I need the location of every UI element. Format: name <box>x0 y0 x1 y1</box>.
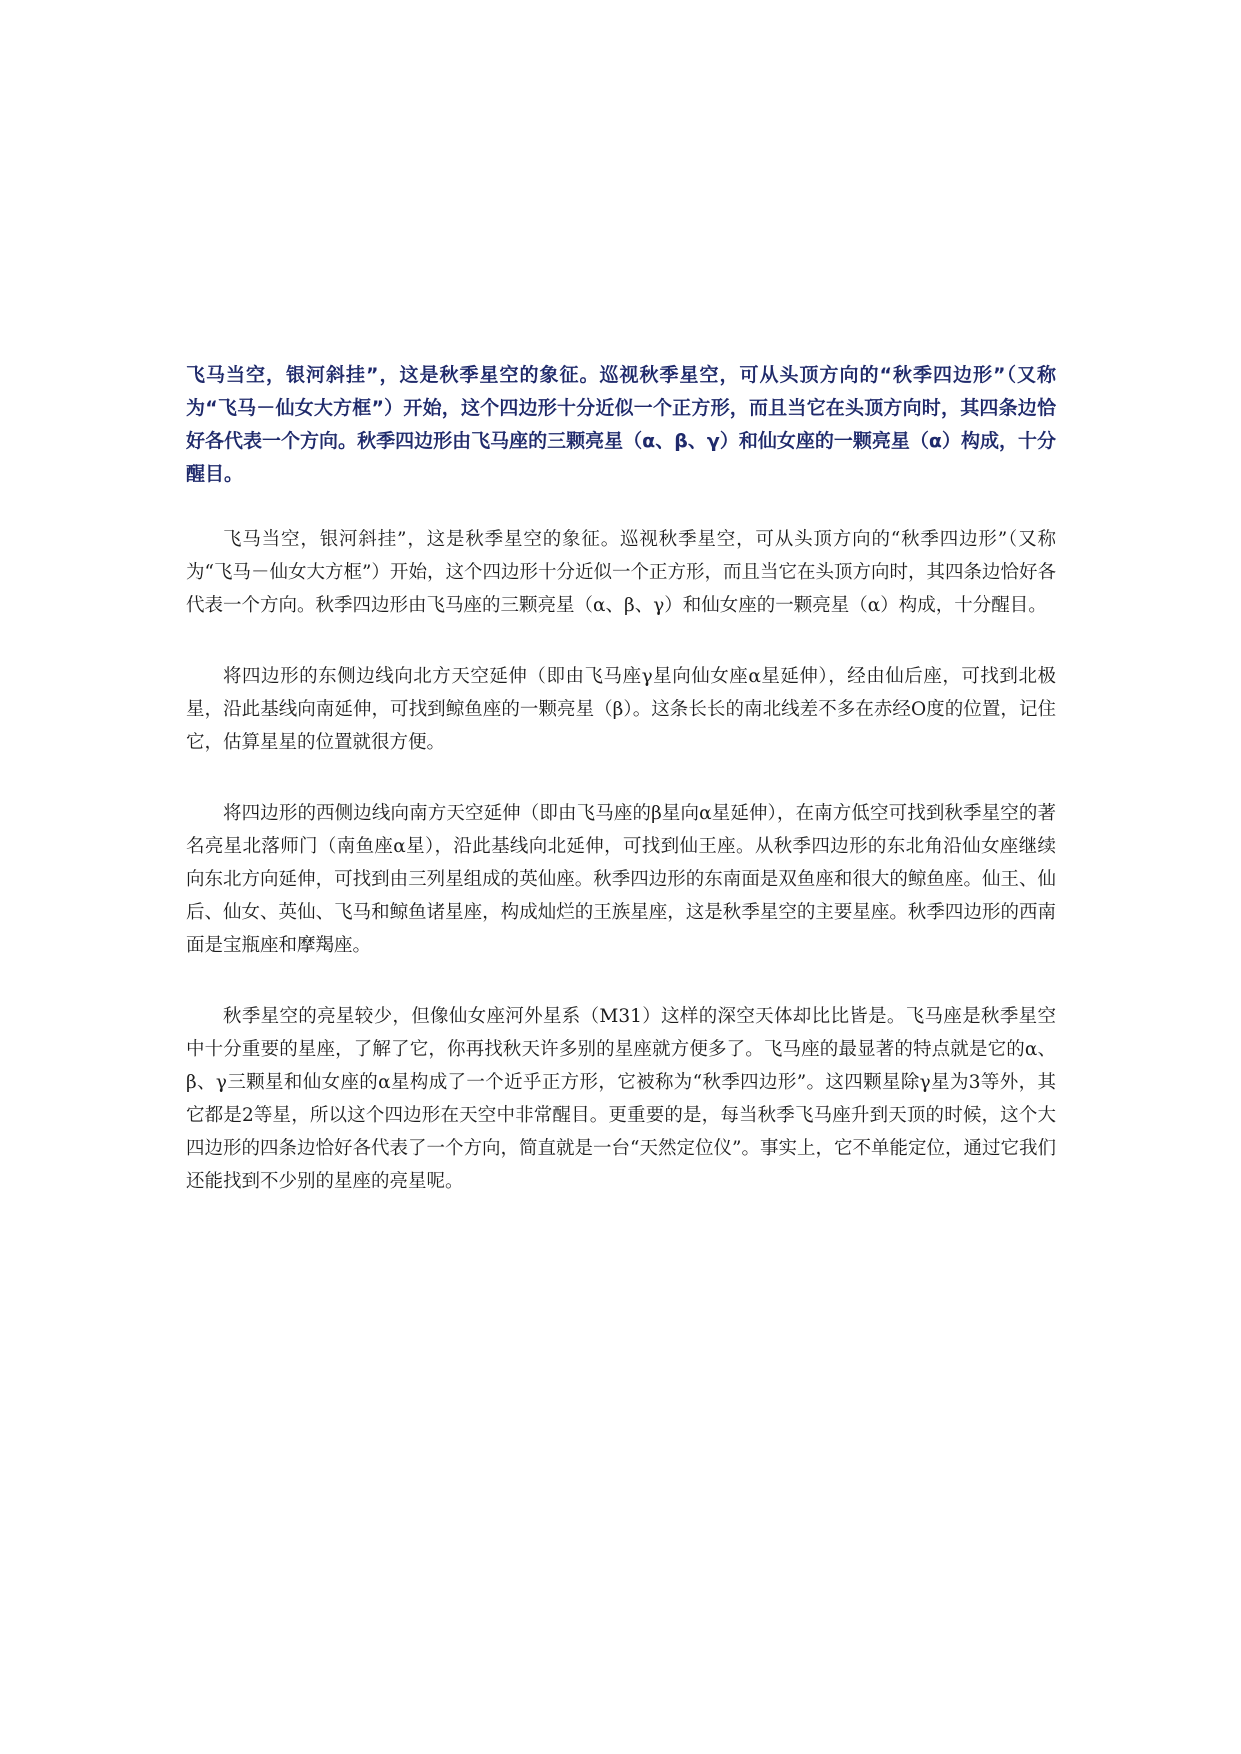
body-paragraph-3: 将四边形的西侧边线向南方天空延伸（即由飞马座的β星向α星延伸），在南方低空可找到秋季星空的著名亮星北落师门（南鱼座α星），沿此基线向北延伸，可找到仙王座。从秋季四边形的东北角沿仙女座继续向东北方向延伸，可找到由三列星组成的英仙座。秋季四边形的东南面是双鱼座和很大的鲸鱼座。仙王、仙后、仙女、英仙、飞马和鲸鱼诸星座，构成灿烂的王族星座，这是秋季星空的主要星座。秋季四边形的西南面是宝瓶座和摩羯座。 <box>186 803 1056 956</box>
body-paragraph-1: 飞马当空，银河斜挂”，这是秋季星空的象征。巡视秋季星空，可从头顶方向的“秋季四边形”（又称为“飞马－仙女大方框”）开始，这个四边形十分近似一个正方形，而且当它在头顶方向时，其四条边恰好各代表一个方向。秋季四边形由飞马座的三颗亮星（α、β、γ）和仙女座的一颗亮星（α）构成，十分醒目。 <box>186 529 1056 616</box>
body-paragraph-2: 将四边形的东侧边线向北方天空延伸（即由飞马座γ星向仙女座α星延伸），经由仙后座，可找到北极星，沿此基线向南延伸，可找到鲸鱼座的一颗亮星（β）。这条长长的南北线差不多在赤经O度的位置，记住它，估算星星的位置就很方便。 <box>186 666 1056 753</box>
body-paragraph-4: 秋季星空的亮星较少，但像仙女座河外星系（M31）这样的深空天体却比比皆是。飞马座是秋季星空中十分重要的星座，了解了它，你再找秋天许多别的星座就方便多了。飞马座的最显著的特点就是它的α、β、γ三颗星和仙女座的α星构成了一个近乎正方形，它被称为“秋季四边形”。这四颗星除γ星为3等外，其它都是2等星，所以这个四边形在天空中非常醒目。更重要的是，每当秋季飞马座升到天顶的时候，这个大四边形的四条边恰好各代表了一个方向，简直就是一台“天然定位仪”。事实上，它不单能定位，通过它我们还能找到不少别的星座的亮星呢。 <box>186 1006 1056 1192</box>
document-page <box>186 359 1056 1236</box>
intro-paragraph: 飞马当空，银河斜挂”，这是秋季星空的象征。巡视秋季星空，可从头顶方向的“秋季四边形”（又称为“飞马－仙女大方框”）开始，这个四边形十分近似一个正方形，而且当它在头顶方向时，其四条边恰好各代表一个方向。秋季四边形由飞马座的三颗亮星（α、β、γ）和仙女座的一颗亮星（α）构成，十分醒目。 <box>186 364 1056 485</box>
